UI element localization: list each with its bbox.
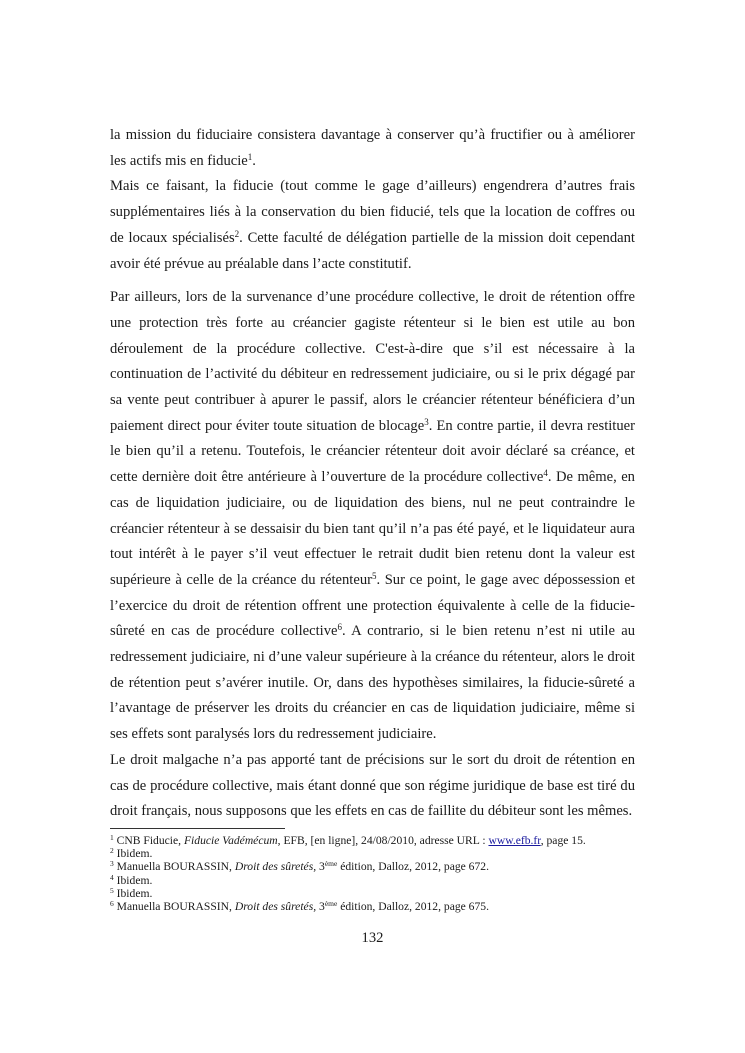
footnote-number: 1	[110, 833, 114, 842]
footnote-number: 4	[110, 872, 114, 882]
footnote-text: CNB Fiducie,	[113, 834, 184, 847]
footnote-1	[110, 834, 650, 847]
footnote-superscript: ème	[324, 859, 338, 869]
footnote-superscript: ème	[324, 899, 338, 909]
footnote-text: Ibidem.	[113, 847, 153, 861]
footnote-2	[110, 847, 650, 860]
footnote-text: Ibidem.	[113, 886, 153, 900]
paragraph-text: . De même, en cas de liquidation judiciaire, ou de liquidation des biens, nul ne peut contraindre le créancier rétenteur à se dessaisir du bien tant qu’il n’a pas été payé, et le liquidateur aura tout intérêt à le payer s’il veut effectuer le retrait dudit bien retenu dont la valeur est supérieure à celle de la créance du rétenteur	[110, 469, 635, 588]
footnote-text: , EFB, [en ligne], 24/08/2010, adresse URL :	[277, 834, 489, 847]
body-text	[110, 123, 635, 825]
footnote-ref-2: 2	[234, 228, 240, 239]
paragraph-text: . A contrario, si le bien retenu n’est ni utile au redressement judiciaire, ni d’une valeur supérieure à la créance du rétenteur, alors le droit de rétention peut s’avérer inutile. Or, dans des hypothèses similaires, la fiducie-sûreté a l’avantage de préserver les droits du créancier en cas de liquidation judiciaire, même si ses effets sont paralysés lors du redressement judiciaire.	[110, 623, 635, 743]
paragraph-1	[110, 123, 635, 174]
footnote-title: Droit des sûretés,	[234, 900, 317, 914]
paragraph-4	[110, 748, 635, 825]
paragraph-text: . Cette faculté de délégation partielle de la mission doit cependant avoir été prévue au préalable dans l’acte constitutif.	[110, 229, 635, 272]
footnote-text: 3	[316, 900, 325, 914]
footnote-number: 2	[110, 846, 114, 856]
footnote-text: Manuella BOURASSIN,	[113, 860, 235, 874]
footnote-text: Manuella BOURASSIN,	[113, 900, 235, 914]
paragraph-text: . Sur ce point, le gage avec dépossession et l’exercice du droit de rétention offrent une protection équivalente à celle de la fiducie-sûreté en cas de procédure collective	[110, 571, 635, 640]
paragraph-text: . En contre partie, il devra restituer le bien qu’il a retenu. Toutefois, le créancier rétenteur doit avoir déclaré sa créance, et cette dernière doit être antérieure à l’ouverture de la procédure collective	[110, 417, 635, 486]
footnote-text: 3	[316, 860, 325, 874]
footnote-ref-1: 1	[247, 151, 253, 162]
footnote-6	[110, 900, 650, 913]
footnote-ref-3: 3	[424, 416, 429, 427]
paragraph-text: Par ailleurs, lors de la survenance d’une procédure collective, le droit de rétention offre une protection très forte au créancier gagiste rétenteur si le bien est utile au bon déroulement de la procédure collective. C'est-à-dire que s’il est nécessaire à la continuation de l’activité du débiteur en redressement judiciaire, ou si le prix dégagé par sa vente peut contribuer à apurer le passif, alors le créancier rétenteur bénéficiera d’un paiement direct pour éviter toute situation de blocage	[110, 289, 635, 434]
footnote-number: 6	[110, 899, 114, 909]
footnote-ref-4: 4	[543, 468, 548, 479]
footnote-separator	[110, 828, 285, 829]
footnote-text: Ibidem.	[113, 873, 153, 887]
paragraph-2	[110, 174, 635, 277]
paragraph-text: .	[252, 152, 256, 169]
footnote-ref-6: 6	[337, 622, 342, 633]
paragraph-text: la mission du fiduciaire consistera davantage à conserver qu’à fructifier ou à améliorer les actifs mis en fiducie	[110, 127, 635, 169]
footnote-text: édition, Dalloz, 2012, page 675.	[337, 900, 489, 914]
footnotes	[110, 834, 650, 913]
footnote-4	[110, 874, 650, 887]
footnote-text: édition, Dalloz, 2012, page 672.	[337, 860, 489, 874]
page-number: 132	[361, 930, 384, 946]
paragraph-text: Le droit malgache n’a pas apporté tant de précisions sur le sort du droit de rétention en cas de procédure collective, mais étant donné que son régime juridique de base est tiré du droit français, nous supposons que les effets en cas de faillite du débiteur sont les mêmes.	[110, 751, 635, 820]
paragraph-text: Mais ce faisant, la fiducie (tout comme le gage d’ailleurs) engendrera d’autres frais supplémentaires liés à la conservation du bien fiducié, tels que la location de coffres ou de locaux spécialisés	[110, 178, 635, 246]
footnote-5	[110, 887, 650, 900]
footnote-title: Fiducie Vadémécum	[183, 834, 278, 847]
footnote-title: Droit des sûretés,	[234, 860, 317, 874]
footnote-text: , page 15.	[540, 834, 586, 847]
footnote-3	[110, 860, 650, 873]
paragraph-3	[110, 285, 635, 748]
footnote-number: 5	[110, 885, 114, 895]
footnote-number: 3	[110, 859, 114, 869]
footnote-link[interactable]: www.efb.fr	[488, 834, 541, 847]
footnote-ref-5: 5	[371, 570, 377, 581]
